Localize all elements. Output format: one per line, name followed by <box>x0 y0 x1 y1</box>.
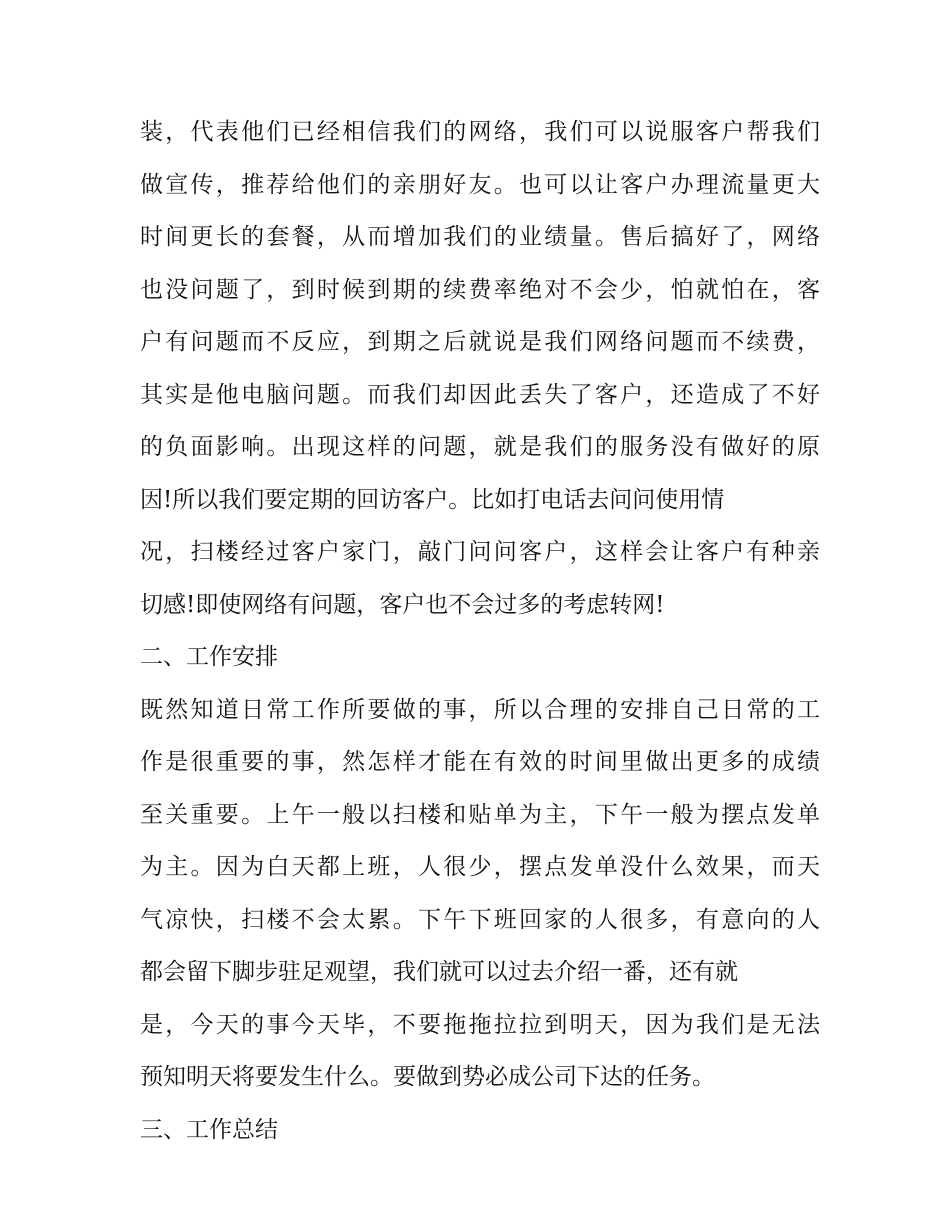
paragraph-work-arrangement <box>140 684 820 1104</box>
paragraph-line: 都会留下脚步驻足观望，我们就可以过去介绍一番，还有就 <box>140 959 738 985</box>
paragraph-line: 的负面影响。出现这样的问题，就是我们的服务没有做好的原 <box>140 434 820 460</box>
paragraph-line: 时间更长的套餐，从而增加我们的业绩量。售后搞好了，网络 <box>140 224 820 250</box>
paragraph-line: 况，扫楼经过客户家门，敲门问问客户，这样会让客户有种亲 <box>140 539 820 565</box>
paragraph-line: 是，今天的事今天毕，不要拖拖拉拉到明天，因为我们是无法 <box>140 1011 820 1038</box>
paragraph-line: 户有问题而不反应，到期之后就说是我们网络问题而不续费， <box>140 329 820 355</box>
paragraph-line: 也没问题了，到时候到期的续费率绝对不会少，怕就怕在，客 <box>140 276 820 303</box>
paragraph-line: 切感!即使网络有问题，客户也不会过多的考虑转网! <box>140 591 665 618</box>
paragraph-line: 为主。因为白天都上班，人很少，摆点发单没什么效果，而天 <box>140 854 820 880</box>
paragraph-line: 预知明天将要发生什么。要做到势必成公司下达的任务。 <box>140 1064 715 1090</box>
document-body <box>140 106 820 1156</box>
paragraph-line: 因!所以我们要定期的回访客户。比如打电话去问问使用情 <box>140 486 725 513</box>
paragraph-line: 做宣传，推荐给他们的亲朋好友。也可以让客户办理流量更大 <box>140 171 820 198</box>
paragraph-line: 其实是他电脑问题。而我们却因此丢失了客户，还造成了不好 <box>140 381 820 408</box>
section-heading-work-summary: 三、工作总结 <box>140 1116 278 1143</box>
paragraph-line: 至关重要。上午一般以扫楼和贴单为主，下午一般为摆点发单 <box>140 801 820 828</box>
paragraph-line: 气凉快，扫楼不会太累。下午下班回家的人很多，有意向的人 <box>140 906 820 933</box>
paragraph-line: 作是很重要的事，然怎样才能在有效的时间里做出更多的成绩 <box>140 749 820 775</box>
paragraph-customer-service <box>140 106 820 631</box>
paragraph-line: 装，代表他们已经相信我们的网络，我们可以说服客户帮我们 <box>140 119 820 145</box>
paragraph-line: 既然知道日常工作所要做的事，所以合理的安排自己日常的工 <box>140 696 820 723</box>
section-heading-work-arrangement: 二、工作安排 <box>140 644 278 670</box>
